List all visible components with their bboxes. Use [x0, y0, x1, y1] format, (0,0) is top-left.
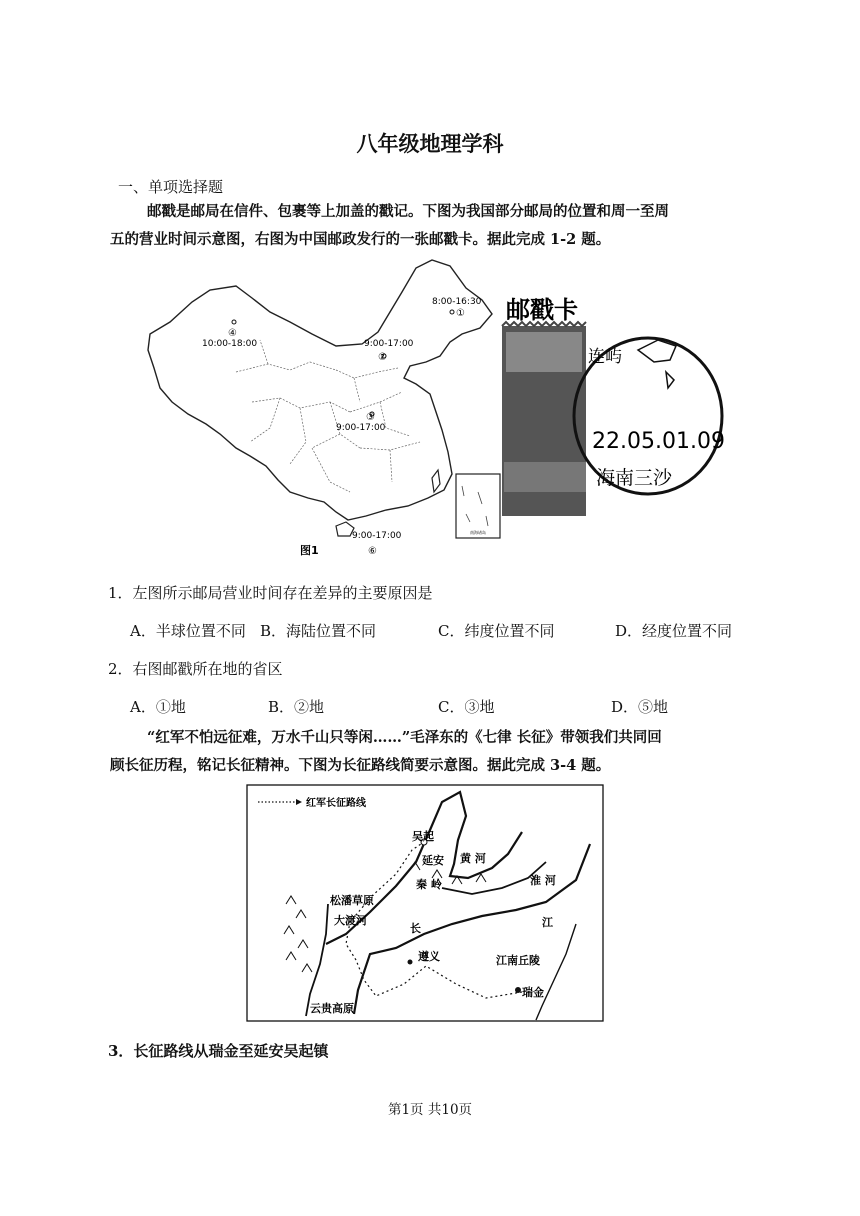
svg-text:②: ② [378, 352, 387, 363]
option-b[interactable]: B．海陆位置不同 [260, 622, 377, 640]
svg-text:江南丘陵: 江南丘陵 [496, 954, 540, 967]
postmark-date: 22.05.01.09 [592, 429, 725, 454]
intro-line: 邮戳是邮局在信件、包裹等上加盖的戳记。下图为我国部分邮局的位置和周一至周 [147, 203, 669, 220]
svg-text:瑞金: 瑞金 [522, 986, 544, 999]
legend-label: 红军长征路线 [306, 798, 366, 809]
option-b[interactable]: B．②地 [268, 698, 325, 716]
option-d[interactable]: D．⑤地 [611, 698, 669, 716]
intro-paragraph-2 [110, 724, 786, 780]
question-2-options [130, 696, 770, 717]
svg-text:松潘草原: 松潘草原 [330, 894, 374, 907]
svg-text:淮 河: 淮 河 [530, 874, 556, 887]
svg-text:连屿: 连屿 [588, 347, 622, 367]
svg-text:9:00-17:00: 9:00-17:00 [336, 423, 386, 433]
svg-text:江: 江 [542, 916, 553, 929]
svg-text:③: ③ [366, 412, 375, 423]
svg-text:⑥: ⑥ [368, 546, 377, 557]
postmark-place: 海南三沙 [596, 467, 673, 489]
question-3: 3．长征路线从瑞金至延安吴起镇 [108, 1042, 329, 1060]
inset-label: 南海诸岛 [470, 530, 486, 535]
option-c[interactable]: C．③地 [438, 698, 495, 716]
yangtze-river [354, 844, 590, 1014]
svg-text:④: ④ [228, 328, 237, 339]
page-footer: 第1页 共10页 [387, 1102, 473, 1118]
svg-text:9:00-17:00: 9:00-17:00 [352, 531, 402, 541]
svg-text:8:00-16:30: 8:00-16:30 [432, 297, 482, 307]
option-d[interactable]: D．经度位置不同 [615, 622, 733, 640]
south-china-sea-inset [456, 474, 500, 538]
china-post-office-map [140, 252, 510, 562]
option-a[interactable]: A．①地 [130, 698, 186, 716]
svg-text:黄 河: 黄 河 [460, 852, 486, 865]
page-title: 八年级地理学科 [356, 131, 504, 156]
intro-line: 五的营业时间示意图，右图为中国邮政发行的一张邮戳卡。据此完成 1-2 题。 [110, 231, 611, 248]
svg-text:秦 岭: 秦 岭 [416, 878, 442, 891]
svg-text:大渡河: 大渡河 [334, 914, 367, 927]
intro-paragraph-1 [110, 198, 786, 254]
post-office-point-1 [450, 310, 454, 314]
postmark-card [498, 292, 730, 522]
svg-text:云贵高原: 云贵高原 [310, 1002, 354, 1015]
option-a[interactable]: A．半球位置不同 [130, 622, 246, 640]
intro-line: 顾长征历程，铭记长征精神。下图为长征路线简要示意图。据此完成 3-4 题。 [110, 757, 611, 774]
question-1-options [130, 620, 770, 641]
stamp-card-title: 邮戳卡 [506, 296, 578, 324]
question-2: 2．右图邮戳所在地的省区 [108, 660, 283, 678]
taiwan-island [432, 470, 440, 492]
province-borders [236, 340, 420, 492]
svg-text:遵义: 遵义 [418, 950, 440, 963]
svg-text:9:00-17:00: 9:00-17:00 [364, 339, 414, 349]
svg-text:10:00-18:00: 10:00-18:00 [202, 339, 258, 349]
post-office-point-4 [232, 320, 236, 324]
svg-text:延安: 延安 [422, 854, 444, 867]
question-1: 1．左图所示邮局营业时间存在差异的主要原因是 [108, 584, 433, 602]
svg-text:长: 长 [410, 922, 421, 935]
option-c[interactable]: C．纬度位置不同 [438, 622, 555, 640]
island-outline [638, 340, 676, 388]
svg-text:①: ① [456, 308, 465, 319]
long-march-map [246, 784, 604, 1022]
intro-line: “红军不怕远征难，万水千山只等闲……”毛泽东的《七律 长征》带领我们共同回 [147, 729, 662, 746]
figure1-caption: 图1 [300, 544, 319, 557]
section-heading: 一、单项选择题 [118, 178, 224, 196]
svg-text:吴起: 吴起 [412, 830, 434, 843]
